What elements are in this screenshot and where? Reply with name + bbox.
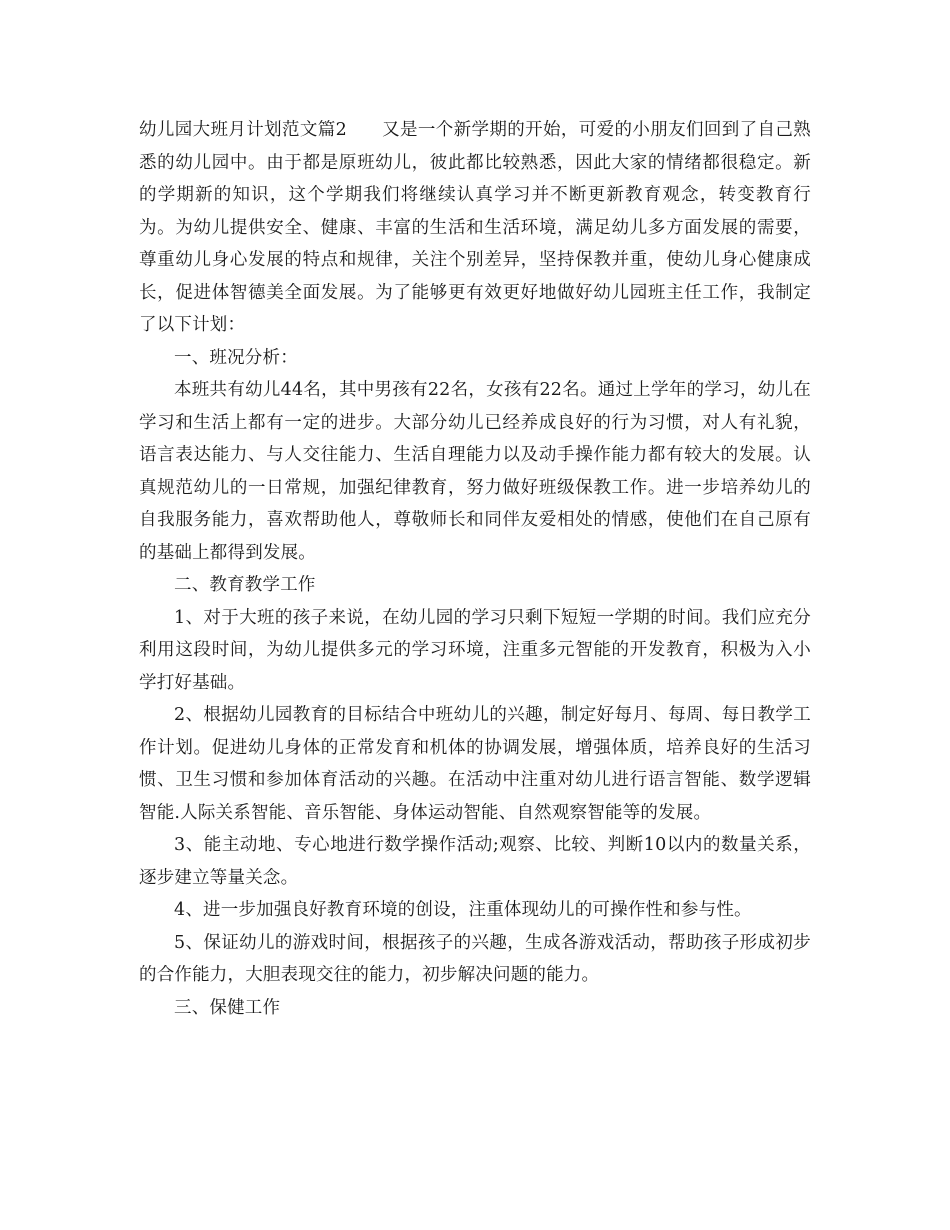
teaching-item-5: 5、保证幼儿的游戏时间，根据孩子的兴趣，生成各游戏活动，帮助孩子形成初步的合作能力，大胆表现交往的能力，初步解决问题的能力。 (139, 932, 811, 985)
teaching-item-4: 4、进一步加强良好教育环境的创设，注重体现幼儿的可操作性和参与性。 (174, 900, 752, 920)
teaching-item-2: 2、根据幼儿园教育的目标结合中班幼儿的兴趣，制定好每月、每周、每日教学工作计划。促进幼儿身体的正常发育和机体的协调发展，增强体质，培养良好的生活习惯、卫生习惯和参加体育活动的兴趣。在活动中注重对幼儿进行语言智能、数学逻辑智能.人际关系智能、音乐智能、身体运动智能、自然观察智能等的发展。 (139, 705, 811, 823)
section-heading-health-work: 三、保健工作 (174, 997, 281, 1018)
section-heading-teaching-work: 二、教育教学工作 (174, 575, 316, 595)
intro-paragraph (139, 114, 811, 342)
teaching-item-1: 1、对于大班的孩子来说，在幼儿园的学习只剩下短短一学期的时间。我们应充分利用这段时间，为幼儿提供多元的学习环境，注重多元智能的开发教育，积极为入小学打好基础。 (139, 607, 811, 693)
intro-text: 又是一个新学期的开始，可爱的小朋友们回到了自己熟悉的幼儿园中。由于都是原班幼儿，彼此都比较熟悉，因此大家的情绪都很稳定。新的学期新的知识，这个学期我们将继续认真学习并不断更新教育观念，转变教育行为。为幼儿提供安全、健康、丰富的生活和生活环境，满足幼儿多方面发展的需要，尊重幼儿身心发展的特点和规律，关注个别差异，坚持保教并重，使幼儿身心健康成长，促进体智德美全面发展。为了能够更有效更好地做好幼儿园班主任工作，我制定了以下计划： (139, 120, 811, 335)
teaching-item-3: 3、能主动地、专心地进行数学操作活动;观察、比较、判断10以内的数量关系，逐步建立等量关念。 (139, 835, 811, 888)
class-analysis-paragraph: 本班共有幼儿44名，其中男孩有22名，女孩有22名。通过上学年的学习，幼儿在学习和生活上都有一定的进步。大部分幼儿已经养成良好的行为习惯，对人有礼貌，语言表达能力、与人交往能力、生活自理能力以及动手操作能力都有较大的发展。认真规范幼儿的一日常规，加强纪律教育，努力做好班级保教工作。进一步培养幼儿的自我服务能力，喜欢帮助他人，尊敬师长和同伴友爱相处的情感，使他们在自己原有的基础上都得到发展。 (139, 380, 811, 563)
document-title: 幼儿园大班月计划范文篇2 (139, 120, 347, 140)
document-body (139, 114, 811, 1024)
section-heading-class-analysis: 一、班况分析： (174, 347, 298, 368)
